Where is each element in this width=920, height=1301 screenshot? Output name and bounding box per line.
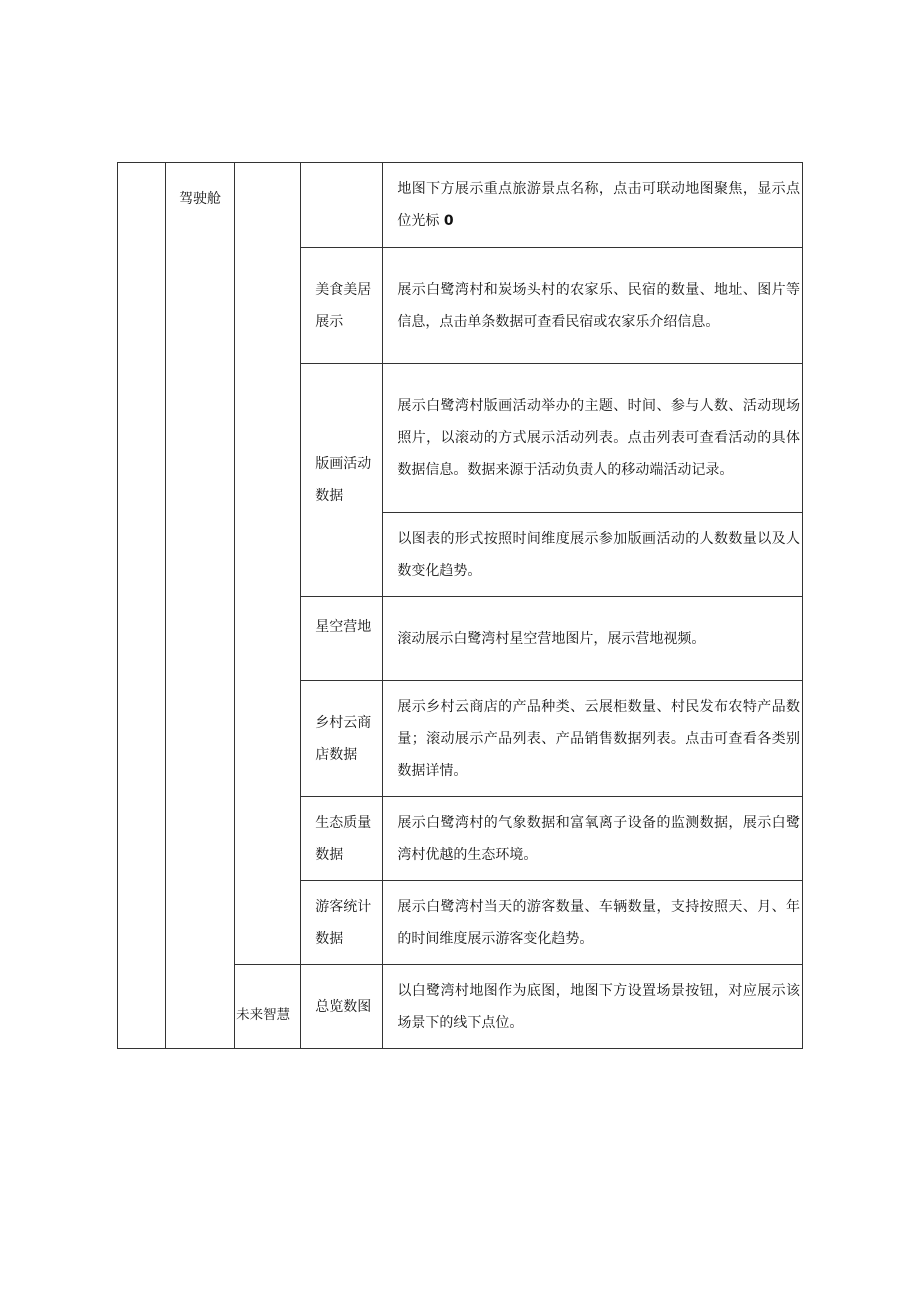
- subcategory-label: 未来智慧: [236, 1007, 291, 1023]
- module-cell: [301, 248, 383, 364]
- blank-subcategory-cell: [235, 163, 301, 965]
- description-cell: [383, 364, 803, 513]
- module-label: 游客统计数据: [315, 898, 372, 947]
- module-cell: [301, 163, 383, 248]
- subcategory-cell: [235, 965, 301, 1049]
- category-cell: [166, 163, 235, 1049]
- module-cell: [301, 681, 383, 797]
- description-cell: [383, 513, 803, 597]
- description-text: 展示乡村云商店的产品种类、云展柜数量、村民发布农特产品数量；滚动展示产品列表、产品销售数据列表。点击可查看各类别数据详情。: [397, 698, 800, 779]
- table-row: [118, 163, 803, 248]
- module-cell: [301, 881, 383, 965]
- description-suffix: 0: [443, 213, 454, 229]
- description-text: 展示白鹭湾村和炭场头村的农家乐、民宿的数量、地址、图片等信息，点击单条数据可查看民宿或农家乐介绍信息。: [397, 281, 800, 330]
- module-label: 星空营地: [315, 619, 372, 635]
- description-cell: [383, 163, 803, 248]
- module-label: 总览数图: [315, 998, 372, 1015]
- module-label: 美食美居展示: [315, 281, 372, 330]
- description-cell: [383, 797, 803, 881]
- description-text: 以白鹭湾村地图作为底图，地图下方设置场景按钮，对应展示该场景下的线下点位。: [397, 982, 800, 1031]
- description-cell: [383, 681, 803, 797]
- description-cell: [383, 248, 803, 364]
- description-text: 地图下方展示重点旅游景点名称，点击可联动地图聚焦，显示点位光标: [397, 181, 800, 229]
- module-label: 乡村云商店数据: [315, 714, 372, 763]
- module-cell: [301, 965, 383, 1049]
- description-cell: [383, 965, 803, 1049]
- module-cell: [301, 364, 383, 597]
- description-text: 滚动展示白鹭湾村星空营地图片，展示营地视频。: [397, 630, 706, 647]
- module-label: 生态质量数据: [315, 814, 372, 863]
- description-cell: [383, 881, 803, 965]
- blank-index-cell: [118, 163, 166, 1049]
- module-cell: [301, 597, 383, 681]
- description-cell: [383, 597, 803, 681]
- feature-table: [117, 162, 803, 1049]
- description-text: 展示白鹭湾村版画活动举办的主题、时间、参与人数、活动现场照片，以滚动的方式展示活动列表。点击列表可查看活动的具体数据信息。数据来源于活动负责人的移动端活动记录。: [397, 398, 800, 478]
- description-text: 以图表的形式按照时间维度展示参加版画活动的人数数量以及人数变化趋势。: [397, 530, 800, 579]
- module-cell: [301, 797, 383, 881]
- category-label: 驾驶舱: [179, 191, 222, 207]
- description-text: 展示白鹭湾村当天的游客数量、车辆数量，支持按照天、月、年的时间维度展示游客变化趋势。: [397, 898, 800, 947]
- module-label: 版画活动数据: [315, 456, 372, 504]
- description-text: 展示白鹭湾村的气象数据和富氧离子设备的监测数据，展示白鹭湾村优越的生态环境。: [397, 814, 800, 863]
